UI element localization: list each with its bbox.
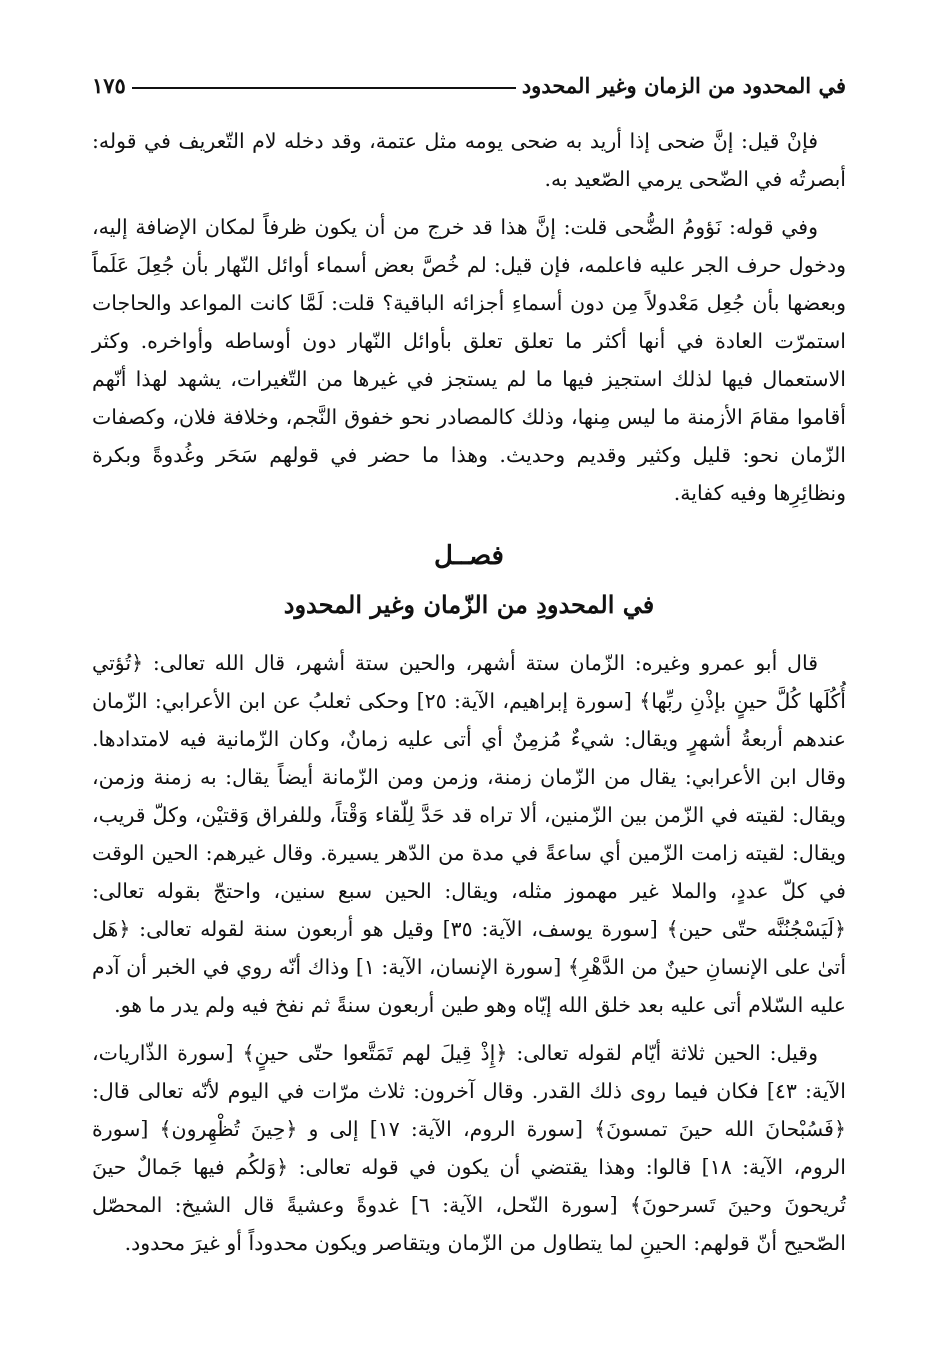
paragraph-1: فإنْ قيل: إنَّ ضحى إذا أريد به ضحى يومه مثل عتمة، وقد دخله لام التّعريف في قوله: أبصرتُه في الضّحى يرمي الصّعيد به. bbox=[92, 129, 846, 191]
section-title: في المحدودِ من الزّمان وغير المحدود bbox=[283, 590, 655, 619]
page-number: ١٧٥ bbox=[92, 73, 126, 98]
running-title: في المحدود من الزمان وغير المحدود bbox=[521, 73, 846, 98]
paragraph-4: وقيل: الحين ثلاثة أيّام لقوله تعالى: ﴿إِذْ قِيلَ لهم تَمَتَّعوا حتّى حينٍ﴾ [سورة الذّاريات، الآية: ٤٣] فكان فيما روى ذلك القدر. وقال آخرون: ثلاث مرّات في اليوم لأنّه تعالى قال: ﴿فَسُبْحانَ الله حينَ تمسونَ﴾ [سورة الروم، الآية: ١٧] إلى و ﴿حِينَ تُظْهِرون﴾ [سورة الروم، الآية: ١٨] قالوا: وهذا يقتضي أن يكون في قوله تعالى: ﴿وَلكُم فيها جَمالٌ حينَ تُريحونَ وحينَ تَسرحونَ﴾ [سورة النّحل، الآية: ٦] غدوةً وعشيةً قال الشيخ: المحصّل الصّحيح أنّ قولهم: الحينِ لما يتطاول من الزّمان ويتقاصر ويكون محدوداً أو غيرَ محدود. bbox=[92, 1041, 847, 1255]
paragraph-3: قال أبو عمرو وغيره: الزّمان ستة أشهر، والحين ستة أشهر، قال الله تعالى: ﴿تُؤتي أُكُلَها كُلَّ حينٍ بإذْنِ ربِّها﴾ [سورة إبراهيم، الآية: ٢٥] وحكى ثعلبُ عن ابن الأعرابي: الزّمان عندهم أربعةُ أشهرٍ ويقال: شيءٌ مُزمِنٌ أي أتى عليه زمانٌ، وكان الزّمانية فيه لامتدادها. وقال ابن الأعرابي: يقال من الزّمان زمنة، وزمن ومن الزّمانة أيضاً يقال: به زمنة وزمن، ويقال: لقيته في الزّمن بين الزّمنين، ألا تراه قد حَدَّ لِلّقاء وَقْتاً، وللفراق وَقتيْن، وكلّ قريب، ويقال: لقيته زامت الزّمين أي ساعةً في مدة من الدّهر يسيرة. وقال غيرهم: الحين الوقت في كلّ عددٍ، والملا غير مهموز مثله، ويقال: الحين سبع سنين، واحتجّ بقوله تعالى: ﴿لَيَسْجُنُنَّه حتّى حين﴾ [سورة يوسف، الآية: ٣٥] وقيل هو أربعون سنة لقوله تعالى: ﴿هَل أتىٰ على الإنسانِ حينٌ من الدَّهْرِ﴾ [سورة الإنسان، الآية: ١] وذاك أنّه روي في الخبر أن آدم عليه السّلام أتى عليه بعد خلق الله إيّاه وهو طين أربعون سنةً ثم نفخ فيه ولم يدر ما هو. bbox=[92, 651, 847, 1017]
page-header bbox=[92, 58, 846, 98]
page-body bbox=[92, 122, 846, 1262]
paragraph-2: وفي قوله: نَؤومُ الضُّحى قلت: إنَّ هذا قد خرج من أن يكون ظرفاً لمكان الإضافة إليه، ودخول حرف الجر عليه فاعلمه، فإن قيل: لم خُصَّ بعض أسماء أوائل النّهار بأن جُعِلَ عَلَماً وبعضها بأن جُعِل مَعْدولاً مِن دون أسماءِ أجزائه الباقية؟ قلت: لَمَّا كانت المواعد والحاجات استمرّت العادة في أنها أكثر ما تعلق تعلق بأوائل النّهار دون أوساطه وأواخره. وكثر الاستعمال فيها لذلك استجيز فيها ما لم يستجز في غيرها من التّغيرات، يشهد لهذا أنّهم أقاموا مقامَ الأزمنة ما ليس مِنها، وذلك كالمصادر نحو خفوق النَّجم، وخلافة فلان، وكصفات الزّمان نحو: قليل وكثير وقديم وحديث. وهذا ما حضر في قولهم سَحَر وغُدوةً وبكرة ونظائِرِها وفيه كفاية. bbox=[92, 215, 846, 505]
section-heading: فصــل bbox=[434, 541, 504, 571]
header-rule bbox=[132, 87, 516, 89]
